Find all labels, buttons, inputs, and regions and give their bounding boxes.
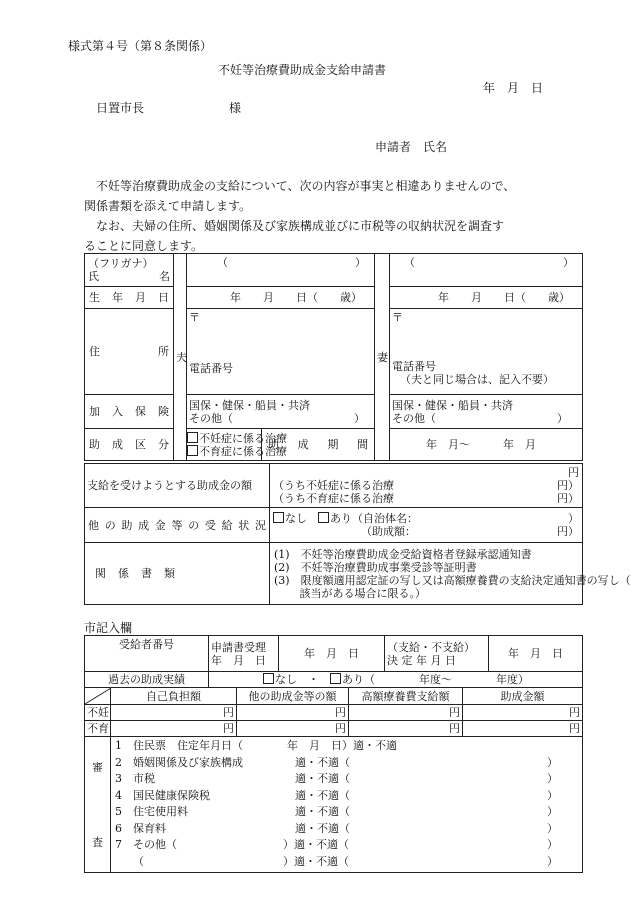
review-side-label bbox=[85, 737, 111, 873]
body-text-1a: 不妊等治療費助成金の支給について、次の内容が事実と相違ありませんので、 bbox=[96, 179, 516, 193]
review-char-1: 審 bbox=[92, 760, 103, 774]
review-row bbox=[85, 737, 583, 873]
recipient-no-label: 受給者番号 bbox=[85, 636, 209, 672]
infertility-row bbox=[85, 705, 583, 721]
review-item-number: 4 bbox=[115, 788, 122, 802]
decision-label bbox=[385, 636, 489, 672]
category-options[interactable] bbox=[187, 429, 287, 461]
body-text-2a: なお、夫婦の住所、婚姻関係及び家族構成並びに市税等の収納状況を調査す bbox=[96, 219, 505, 233]
col-header: 高額療養費支給額 bbox=[349, 688, 463, 705]
wife-insurance-field[interactable] bbox=[390, 395, 583, 429]
wife-tel-label: 電話番号 bbox=[392, 360, 437, 373]
form-title: 不妊等治療費助成金支給申請書 bbox=[218, 63, 387, 77]
amount-field[interactable] bbox=[270, 464, 583, 508]
applicant-name-label: 申請者 氏名 bbox=[375, 140, 448, 154]
review-item bbox=[115, 788, 578, 805]
amount-cell[interactable]: 円 bbox=[111, 705, 237, 721]
review-item bbox=[115, 738, 578, 755]
review-item-judgement[interactable]: 適・不適（ bbox=[295, 772, 350, 785]
category-label: 助 成 区 分 bbox=[85, 429, 174, 461]
wife-name-field[interactable] bbox=[390, 254, 583, 287]
dot: ・ bbox=[308, 673, 319, 686]
paren-close: ） bbox=[563, 256, 575, 269]
decision-label-2: 決 定 年 月 日 bbox=[387, 653, 456, 667]
review-item-number: 3 bbox=[115, 772, 122, 785]
checkbox-past-none[interactable] bbox=[263, 673, 274, 684]
office-table-top bbox=[84, 635, 583, 672]
checkbox-none[interactable] bbox=[273, 512, 284, 523]
review-item bbox=[115, 755, 578, 772]
name-label: 氏 名 bbox=[88, 270, 170, 283]
checkbox-infertility[interactable] bbox=[187, 432, 198, 443]
amount-cell[interactable]: 円 bbox=[237, 721, 349, 737]
checkbox-yes[interactable] bbox=[318, 512, 329, 523]
past-none-label: なし bbox=[275, 673, 297, 686]
docs-row bbox=[85, 543, 583, 605]
review-item-judgement[interactable]: ）適・不適（ bbox=[283, 854, 349, 868]
review-item-label: 保育料 bbox=[133, 821, 166, 835]
insurance-other: その他（ ） bbox=[392, 411, 569, 425]
amount-sub-1-yen: 円） bbox=[557, 479, 579, 492]
amount-sub-1: （うち不妊症に係る治療 bbox=[273, 479, 394, 492]
birth-label: 生 年 月 日 bbox=[85, 287, 174, 309]
application-table-lower bbox=[84, 463, 631, 605]
office-row-1 bbox=[85, 636, 583, 672]
diagonal-cell bbox=[85, 688, 111, 705]
review-item-close: ） bbox=[547, 838, 558, 851]
review-item-judgement[interactable]: 適・不適（ bbox=[295, 821, 350, 835]
amount-cell[interactable]: 円 bbox=[111, 721, 237, 737]
form-number: 様式第４号（第８条関係） bbox=[68, 39, 213, 53]
body-text-2b: ることに同意します。 bbox=[84, 239, 204, 253]
paren-close: ） bbox=[568, 512, 579, 525]
checkbox-recurrent-loss[interactable] bbox=[187, 445, 198, 456]
date-line: 年 月 日 bbox=[483, 81, 544, 95]
amount-cell[interactable]: 円 bbox=[349, 705, 463, 721]
docs-list bbox=[270, 543, 631, 605]
other-grant-label: 他の助成金等の受給状況 bbox=[85, 508, 270, 543]
review-item-label: 住民票 住定年月日（ 年 月 日）適・不適 bbox=[133, 739, 397, 752]
name-row bbox=[85, 254, 583, 287]
paren-open: （ bbox=[404, 256, 416, 269]
docs-label-cell bbox=[85, 543, 270, 605]
col-header: 助成金額 bbox=[463, 688, 583, 705]
recurrent-loss-row bbox=[85, 721, 583, 737]
review-item bbox=[115, 771, 578, 788]
review-item bbox=[115, 854, 578, 871]
insurance-row bbox=[85, 395, 583, 429]
review-item-close: ） bbox=[547, 788, 558, 802]
husband-name-field[interactable] bbox=[187, 254, 375, 287]
office-use-title: 市記入欄 bbox=[84, 621, 133, 635]
insurance-label: 加 入 保 険 bbox=[85, 395, 174, 429]
docs-label: 関 係 書 類 bbox=[95, 567, 175, 580]
review-item-label: 住宅使用料 bbox=[133, 805, 188, 818]
review-item bbox=[115, 804, 578, 821]
application-table bbox=[84, 253, 583, 461]
wife-address-field[interactable] bbox=[390, 309, 583, 395]
decision-label-1: （支給・不支給） bbox=[387, 640, 475, 654]
col-header: 他の助成金等の額 bbox=[237, 688, 349, 705]
review-item-close: ） bbox=[547, 821, 558, 835]
postal-mark: 〒 bbox=[189, 311, 200, 324]
amount-cell[interactable]: 円 bbox=[463, 721, 583, 737]
category-row bbox=[85, 429, 583, 461]
category-option-1: 不妊症に係る治療 bbox=[199, 431, 287, 445]
review-char-2: 査 bbox=[92, 835, 103, 849]
review-item-label: （ bbox=[133, 854, 144, 868]
past-label: 過去の助成実績 bbox=[85, 672, 209, 688]
period-label: 助 成 期 間 bbox=[262, 429, 375, 461]
past-row bbox=[85, 672, 583, 688]
review-item-judgement[interactable]: 適・不適（ bbox=[295, 788, 350, 802]
row-label: 不育 bbox=[85, 721, 111, 737]
husband-label: 夫 bbox=[174, 254, 187, 461]
past-yes-label: あり（ 年度～ 年度） bbox=[342, 673, 529, 686]
review-item-judgement[interactable]: ）適・不適（ bbox=[283, 838, 349, 851]
review-item-judgement[interactable]: 適・不適（ bbox=[295, 805, 350, 818]
doc-item: (2) 不妊等治療費助成事業受診等証明書 bbox=[274, 560, 477, 574]
review-table bbox=[84, 736, 583, 873]
office-amount-table bbox=[84, 687, 583, 737]
period-field[interactable]: 年 月～ 年 月 bbox=[390, 429, 583, 461]
address-row bbox=[85, 309, 583, 395]
wife-same-note: （夫と同じ場合は、記入不要） bbox=[400, 373, 555, 386]
review-item-number: 6 bbox=[115, 821, 122, 835]
amount-cell[interactable]: 円 bbox=[349, 721, 463, 737]
amount-sub-2-yen: 円） bbox=[557, 492, 579, 505]
other-amount-label: （助成額： bbox=[361, 525, 416, 538]
amount-label: 支給を受けようとする助成金の額 bbox=[85, 464, 270, 508]
addressee: 日置市長 bbox=[96, 101, 145, 115]
other-grant-row bbox=[85, 508, 583, 543]
col-header: 自己負担額 bbox=[111, 688, 237, 705]
husband-birth-field[interactable]: 年 月 日（ 歳） bbox=[187, 287, 375, 309]
other-yes-label: あり（自治体名： bbox=[330, 512, 418, 525]
review-item-label: 市税 bbox=[133, 772, 155, 785]
furigana-label: （フリガナ） bbox=[88, 257, 154, 270]
amount-row bbox=[85, 464, 583, 508]
doc-item: (3) 限度額適用認定証の写し又は高額療養費の支給決定通知書の写し（ bbox=[274, 573, 631, 587]
review-item-number: 5 bbox=[115, 805, 122, 818]
insurance-types: 国保・健保・船員・共済 bbox=[189, 398, 310, 412]
other-none-label: なし bbox=[285, 512, 307, 525]
insurance-other: その他（ ） bbox=[189, 411, 365, 425]
doc-item: (1) 不妊等治療費助成金受給資格者登録承認通知書 bbox=[274, 547, 532, 561]
amount-yen: 円 bbox=[568, 466, 579, 479]
checkbox-past-yes[interactable] bbox=[330, 673, 341, 684]
amount-cell[interactable]: 円 bbox=[463, 705, 583, 721]
review-item-close: ） bbox=[547, 805, 558, 818]
decision-date-field[interactable]: 年 月 日 bbox=[489, 636, 583, 672]
body-text-1b: 関係書類を添えて申請します。 bbox=[84, 199, 252, 213]
review-list bbox=[111, 737, 583, 873]
amount-sub-2: （うち不育症に係る治療 bbox=[273, 492, 394, 505]
past-field[interactable] bbox=[209, 672, 583, 688]
postal-mark: 〒 bbox=[392, 311, 404, 324]
husband-insurance-field[interactable] bbox=[187, 395, 375, 429]
review-item-number: 7 bbox=[115, 838, 122, 851]
husband-tel-label: 電話番号 bbox=[189, 362, 233, 375]
diagonal-line-icon bbox=[85, 688, 111, 704]
received-label-2: 年 月 日 bbox=[211, 653, 266, 667]
other-grant-field[interactable] bbox=[270, 508, 583, 543]
amount-header-row bbox=[85, 688, 583, 705]
insurance-types: 国保・健保・船員・共済 bbox=[392, 398, 514, 412]
review-item bbox=[115, 837, 578, 854]
review-item-close: ） bbox=[547, 854, 558, 868]
review-item bbox=[115, 821, 578, 838]
review-item-number: 1 bbox=[115, 739, 122, 752]
category-option-2: 不育症に係る治療 bbox=[199, 444, 287, 458]
review-item-number: 2 bbox=[115, 755, 122, 769]
wife-birth-field[interactable]: 年 月 日（ 歳） bbox=[390, 287, 583, 309]
husband-address-field[interactable] bbox=[187, 309, 375, 395]
addressee-honorific: 様 bbox=[229, 101, 242, 115]
received-label-1: 申請書受理 bbox=[211, 640, 266, 654]
doc-item: 該当がある場合に限る。） bbox=[274, 586, 426, 600]
review-item-label: その他（ bbox=[133, 838, 177, 851]
other-amount-yen: 円） bbox=[557, 525, 579, 538]
received-label bbox=[209, 636, 279, 672]
review-item-label: 婚姻関係及び家族構成 bbox=[133, 755, 243, 769]
review-item-label: 国民健康保険税 bbox=[133, 788, 210, 802]
review-item-close: ） bbox=[547, 772, 558, 785]
amount-cell[interactable]: 円 bbox=[237, 705, 349, 721]
office-past-table bbox=[84, 671, 583, 688]
review-item-judgement[interactable]: 適・不適（ bbox=[295, 755, 350, 769]
row-label: 不妊 bbox=[85, 705, 111, 721]
received-date-field[interactable]: 年 月 日 bbox=[279, 636, 385, 672]
name-label-cell bbox=[85, 254, 174, 287]
wife-label: 妻 bbox=[375, 254, 390, 461]
address-label: 住 所 bbox=[85, 309, 174, 395]
birth-row bbox=[85, 287, 583, 309]
paren-close: ） bbox=[355, 256, 367, 269]
review-item-close: ） bbox=[547, 755, 558, 769]
paren-open: （ bbox=[217, 256, 228, 269]
